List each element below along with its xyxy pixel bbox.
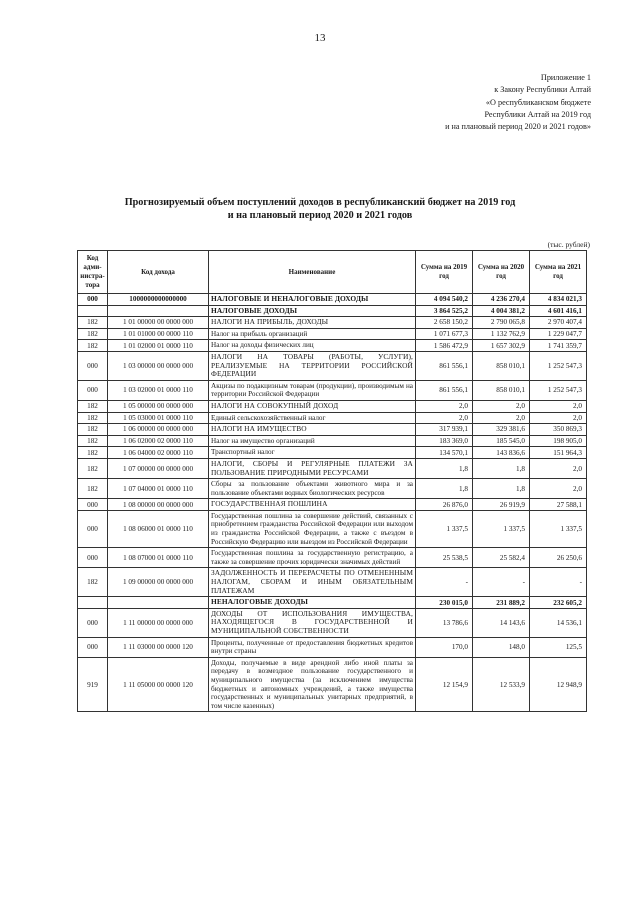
table-row [78,328,587,340]
cell-sum-2020: 2,0 [473,400,530,412]
cell-income-code: 1 03 02000 01 0000 110 [108,380,209,400]
table-body [78,294,587,712]
cell-name: НАЛОГОВЫЕ ДОХОДЫ [209,305,416,317]
cell-sum-2019: 12 154,9 [416,657,473,712]
cell-admin-code: 182 [78,458,108,478]
appendix-line: Приложение 1 [540,73,591,82]
cell-name: Государственная пошлина за государственную регистрацию, а также за совершение прочих юридически значимых действий [209,548,416,568]
cell-income-code: 1 07 04000 01 0000 110 [108,479,209,499]
cell-admin-code: 000 [78,499,108,511]
table-row [78,479,587,499]
cell-admin-code: 000 [78,351,108,380]
cell-admin-code: 182 [78,479,108,499]
cell-sum-2019: 1 586 472,9 [416,340,473,352]
cell-sum-2020: 4 004 381,2 [473,305,530,317]
cell-sum-2020: 143 836,6 [473,447,530,459]
cell-admin-code: 182 [78,328,108,340]
cell-sum-2020: 148,0 [473,637,530,657]
cell-sum-2019: 3 864 525,2 [416,305,473,317]
cell-admin-code: 000 [78,608,108,637]
appendix-note [445,72,591,133]
header-income-code: Код дохода [108,251,209,294]
appendix-line: и на плановый период 2020 и 2021 годов» [445,122,591,132]
cell-income-code: 1 08 07000 01 0000 110 [108,548,209,568]
cell-name: Транспортный налог [209,447,416,459]
table-header-row [78,251,587,294]
cell-sum-2020: 329 381,6 [473,424,530,436]
cell-sum-2020: 185 545,0 [473,435,530,447]
cell-sum-2021: 1 337,5 [530,510,587,547]
table-row [78,657,587,712]
page-number: 13 [314,32,326,44]
cell-sum-2019: 230 015,0 [416,597,473,609]
cell-sum-2019: 1,8 [416,479,473,499]
cell-income-code: 1 11 00000 00 0000 000 [108,608,209,637]
table-row [78,400,587,412]
cell-sum-2020: 14 143,6 [473,608,530,637]
cell-sum-2020: 231 889,2 [473,597,530,609]
cell-income-code: 1 07 00000 00 0000 000 [108,458,209,478]
cell-name: Акцизы по подакцизным товарам (продукции), производимым на территории Российской Федерации [209,380,416,400]
cell-admin-code [78,305,108,317]
cell-income-code: 1 06 04000 02 0000 110 [108,447,209,459]
cell-sum-2019: 183 369,0 [416,435,473,447]
cell-sum-2019: 2,0 [416,412,473,424]
cell-sum-2020: - [473,568,530,597]
cell-sum-2020: 1 132 762,9 [473,328,530,340]
cell-admin-code [78,597,108,609]
table-row [78,548,587,568]
cell-sum-2021: 4 834 021,3 [530,294,587,306]
cell-sum-2021: 151 964,3 [530,447,587,459]
cell-sum-2021: 232 605,2 [530,597,587,609]
cell-name: Сборы за пользование объектами животного мира и за пользование объектами водных биологических ресурсов [209,479,416,499]
cell-sum-2021: 2,0 [530,400,587,412]
cell-admin-code: 182 [78,424,108,436]
cell-sum-2020: 858 010,1 [473,380,530,400]
cell-sum-2020: 1,8 [473,458,530,478]
cell-sum-2020: 25 582,4 [473,548,530,568]
cell-name: ГОСУДАРСТВЕННАЯ ПОШЛИНА [209,499,416,511]
cell-income-code: 1 08 00000 00 0000 000 [108,499,209,511]
cell-admin-code: 000 [78,510,108,547]
cell-income-code [108,597,209,609]
table-row [78,412,587,424]
cell-sum-2021: 198 905,0 [530,435,587,447]
cell-admin-code: 182 [78,400,108,412]
cell-admin-code: 182 [78,317,108,329]
cell-sum-2021: 1 741 359,7 [530,340,587,352]
cell-income-code: 1 01 01000 00 0000 110 [108,328,209,340]
cell-name: НАЛОГОВЫЕ И НЕНАЛОГОВЫЕ ДОХОДЫ [209,294,416,306]
cell-admin-code: 000 [78,380,108,400]
cell-sum-2019: 134 570,1 [416,447,473,459]
cell-income-code [108,305,209,317]
cell-income-code: 1 06 00000 00 0000 000 [108,424,209,436]
cell-name: Проценты, полученные от предоставления бюджетных кредитов внутри страны [209,637,416,657]
cell-income-code: 1 09 00000 00 0000 000 [108,568,209,597]
cell-sum-2021: 350 869,3 [530,424,587,436]
cell-sum-2019: 2 658 150,2 [416,317,473,329]
cell-sum-2019: 1 071 677,3 [416,328,473,340]
cell-sum-2020: 12 533,9 [473,657,530,712]
cell-sum-2020: 858 010,1 [473,351,530,380]
table-row [78,380,587,400]
cell-sum-2019: 26 876,0 [416,499,473,511]
cell-name: Государственная пошлина за совершение действий, связанных с приобретением гражданства Российской Федерации или выходом из гражданства Российской Федерации, а также с въездом в Российскую Федерацию или выездом из Российской Федерации [209,510,416,547]
table-row [78,424,587,436]
header-sum-2019: Сумма на 2019 год [416,251,473,294]
cell-name: Налог на доходы физических лиц [209,340,416,352]
cell-name: Единый сельскохозяйственный налог [209,412,416,424]
cell-income-code: 1 08 06000 01 0000 110 [108,510,209,547]
table-row [78,608,587,637]
appendix-line: Республики Алтай на 2019 год [484,109,591,119]
cell-sum-2019: 4 094 540,2 [416,294,473,306]
appendix-line: «О республиканском бюджете [485,97,591,107]
cell-sum-2021: 27 588,1 [530,499,587,511]
cell-admin-code: 182 [78,447,108,459]
income-table [77,250,587,712]
cell-income-code: 1 01 02000 01 0000 110 [108,340,209,352]
cell-sum-2019: 317 939,1 [416,424,473,436]
cell-sum-2020: 1 337,5 [473,510,530,547]
cell-sum-2020: 26 919,9 [473,499,530,511]
table-row [78,317,587,329]
cell-admin-code: 182 [78,568,108,597]
cell-sum-2021: 125,5 [530,637,587,657]
table-row [78,458,587,478]
cell-sum-2020: 2 790 065,8 [473,317,530,329]
cell-admin-code: 000 [78,294,108,306]
table-row [78,340,587,352]
cell-sum-2021: 2,0 [530,479,587,499]
cell-sum-2021: 1 252 547,3 [530,351,587,380]
cell-sum-2021: 1 252 547,3 [530,380,587,400]
cell-income-code: 1 11 03000 00 0000 120 [108,637,209,657]
cell-income-code: 1 01 00000 00 0000 000 [108,317,209,329]
cell-sum-2019: 861 556,1 [416,380,473,400]
cell-name: ДОХОДЫ ОТ ИСПОЛЬЗОВАНИЯ ИМУЩЕСТВА, НАХОДЯЩЕГОСЯ В ГОСУДАРСТВЕННОЙ И МУНИЦИПАЛЬНОЙ СОБСТВЕННОСТИ [209,608,416,637]
cell-name: НАЛОГИ НА ТОВАРЫ (РАБОТЫ, УСЛУГИ), РЕАЛИЗУЕМЫЕ НА ТЕРРИТОРИИ РОССИЙСКОЙ ФЕДЕРАЦИИ [209,351,416,380]
cell-name: НАЛОГИ, СБОРЫ И РЕГУЛЯРНЫЕ ПЛАТЕЖИ ЗА ПОЛЬЗОВАНИЕ ПРИРОДНЫМИ РЕСУРСАМИ [209,458,416,478]
cell-name: НАЛОГИ НА СОВОКУПНЫЙ ДОХОД [209,400,416,412]
cell-admin-code: 182 [78,435,108,447]
table-row [78,294,587,306]
table-row [78,499,587,511]
cell-admin-code: 919 [78,657,108,712]
cell-sum-2020: 1 657 302,9 [473,340,530,352]
cell-sum-2021: 12 948,9 [530,657,587,712]
cell-sum-2019: 861 556,1 [416,351,473,380]
cell-name: Налог на имущество организаций [209,435,416,447]
cell-sum-2021: 14 536,1 [530,608,587,637]
cell-name: Доходы, получаемые в виде арендной либо иной платы за передачу в возмездное пользование государственного и муниципального имущества (за исключением имущества бюджетных и автономных учреждений, а также имущества государственных и муниципальных унитарных предприятий, в том числе казенных) [209,657,416,712]
cell-name: НАЛОГИ НА ПРИБЫЛЬ, ДОХОДЫ [209,317,416,329]
cell-sum-2021: 2,0 [530,458,587,478]
cell-sum-2021: 26 250,6 [530,548,587,568]
cell-sum-2019: 170,0 [416,637,473,657]
cell-sum-2019: - [416,568,473,597]
document-title-line: и на плановый период 2020 и 2021 годов [227,209,413,221]
header-admin-code: Код адми-нистра-тора [78,251,108,294]
cell-admin-code: 182 [78,412,108,424]
table-row [78,597,587,609]
header-sum-2020: Сумма на 2020 год [473,251,530,294]
cell-admin-code: 000 [78,637,108,657]
cell-sum-2021: 1 229 047,7 [530,328,587,340]
cell-sum-2019: 25 538,5 [416,548,473,568]
header-sum-2021: Сумма на 2021 год [530,251,587,294]
cell-name: ЗАДОЛЖЕННОСТЬ И ПЕРЕРАСЧЕТЫ ПО ОТМЕНЕННЫМ НАЛОГАМ, СБОРАМ И ИНЫМ ОБЯЗАТЕЛЬНЫМ ПЛАТЕЖАМ [209,568,416,597]
cell-sum-2020: 2,0 [473,412,530,424]
table-row [78,510,587,547]
cell-sum-2021: 2 970 407,4 [530,317,587,329]
table-row [78,447,587,459]
cell-name: Налог на прибыль организаций [209,328,416,340]
cell-income-code: 1 06 02000 02 0000 110 [108,435,209,447]
cell-admin-code: 182 [78,340,108,352]
cell-name: НАЛОГИ НА ИМУЩЕСТВО [209,424,416,436]
cell-income-code: 1 05 00000 00 0000 000 [108,400,209,412]
cell-income-code: 1 11 05000 00 0000 120 [108,657,209,712]
appendix-line: к Закону Республики Алтай [494,85,591,95]
cell-sum-2019: 1 337,5 [416,510,473,547]
document-title-line: Прогнозируемый объем поступлений доходов в республиканский бюджет на 2019 год [124,197,516,208]
cell-sum-2019: 2,0 [416,400,473,412]
cell-sum-2020: 1,8 [473,479,530,499]
cell-name: НЕНАЛОГОВЫЕ ДОХОДЫ [209,597,416,609]
cell-sum-2019: 1,8 [416,458,473,478]
cell-sum-2019: 13 786,6 [416,608,473,637]
table-row [78,637,587,657]
cell-sum-2020: 4 236 270,4 [473,294,530,306]
cell-income-code: 1 03 00000 00 0000 000 [108,351,209,380]
cell-income-code: 1 05 03000 01 0000 110 [108,412,209,424]
cell-sum-2021: - [530,568,587,597]
header-name: Наименование [209,251,416,294]
cell-admin-code: 000 [78,548,108,568]
unit-label: (тыс. рублей) [547,240,590,249]
cell-income-code: 1000000000000000 [108,294,209,306]
cell-sum-2021: 4 601 416,1 [530,305,587,317]
table-row [78,568,587,597]
table-row [78,435,587,447]
cell-sum-2021: 2,0 [530,412,587,424]
table-row [78,305,587,317]
document-title [0,197,640,222]
table-row [78,351,587,380]
